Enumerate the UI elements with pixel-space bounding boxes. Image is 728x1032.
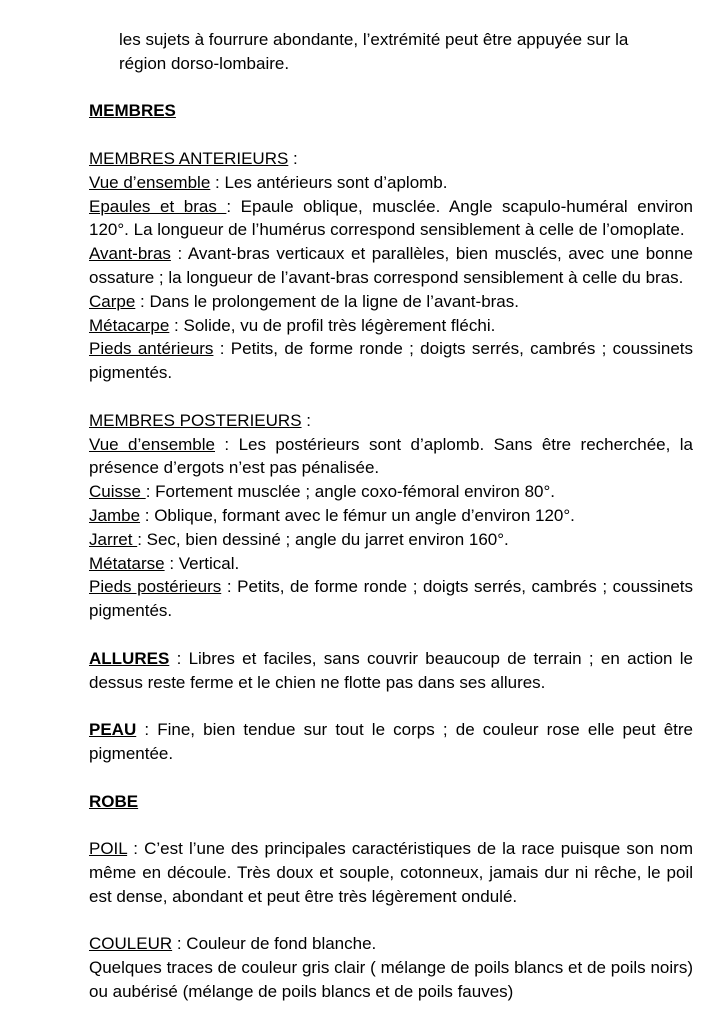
item-text: : Solide, vu de profil très légèrement fléchi. — [169, 315, 496, 335]
posterieurs-vue — [89, 433, 693, 481]
anterieurs-heading-text: MEMBRES ANTERIEURS — [89, 148, 289, 168]
item-text: : Epaule oblique, musclée. Angle scapulo-huméral environ 120°. La longueur de l’humérus correspond sensiblement à celle de l’omoplate. — [89, 196, 693, 240]
poil-text: : C’est l’une des principales caractéristiques de la race puisque son nom même en découle. Très doux et souple, cotonneux, jamais dur ni rêche, le poil est dense, abondant et peut être très légèrement ondulé. — [89, 839, 693, 906]
item-label: Cuisse — [89, 482, 146, 502]
item-text: : Fortement musclée ; angle coxo-fémoral environ 80°. — [145, 482, 556, 502]
anterieurs-vue — [89, 171, 693, 195]
item-text: : Sec, bien dessiné ; angle du jarret environ 160°. — [137, 529, 509, 549]
item-label: Avant-bras — [89, 244, 171, 264]
document-page — [89, 28, 693, 1004]
posterieurs-jambe — [89, 504, 693, 528]
posterieurs-metatarse — [89, 552, 693, 576]
couleur-label: COULEUR — [89, 934, 173, 954]
peau-label: PEAU — [89, 720, 137, 740]
item-label: Jarret — [89, 529, 138, 549]
item-label: Métacarpe — [89, 315, 170, 335]
item-text: : Avant-bras verticaux et parallèles, bien musclés, avec une bonne ossature ; la longueur de l’avant-bras correspond sensiblement à celle du bras. — [89, 244, 693, 287]
item-label: Jambe — [89, 505, 141, 525]
anterieurs-heading-suffix: : — [288, 148, 298, 168]
item-label: Carpe — [89, 291, 136, 311]
couleur-paragraph — [89, 932, 693, 956]
peau-paragraph — [89, 718, 693, 766]
allures-paragraph — [89, 647, 693, 695]
item-text: : Petits, de forme ronde ; doigts serrés, cambrés ; coussinets pigmentés. — [89, 339, 693, 383]
item-label: Pieds postérieurs — [89, 577, 222, 597]
peau-text: : Fine, bien tendue sur tout le corps ; de couleur rose elle peut être pigmentée. — [89, 720, 693, 763]
poil-label: POIL — [89, 839, 128, 859]
robe-heading — [89, 790, 693, 814]
anterieurs-epaules — [89, 195, 693, 243]
allures-text: : Libres et faciles, sans couvrir beaucoup de terrain ; en action le dessus reste ferme et le chien ne flotte pas dans ses allures. — [89, 648, 693, 692]
item-label: Métatarse — [89, 553, 165, 573]
intro-line-2: région dorso-lombaire. — [119, 53, 290, 73]
robe-heading-text: ROBE — [89, 791, 139, 811]
anterieurs-metacarpe — [89, 314, 693, 338]
membres-heading — [89, 99, 693, 123]
item-text: : Petits, de forme ronde ; doigts serrés, cambrés ; coussinets pigmentés. — [89, 577, 694, 621]
membres-heading-text: MEMBRES — [89, 101, 176, 121]
allures-label: ALLURES — [89, 648, 170, 668]
item-text: : Dans le prolongement de la ligne de l’avant-bras. — [135, 291, 519, 311]
anterieurs-heading — [89, 147, 693, 171]
posterieurs-heading-suffix: : — [301, 410, 311, 430]
item-text: : Oblique, formant avec le fémur un angle d’environ 120°. — [140, 505, 575, 525]
posterieurs-cuisse — [89, 480, 693, 504]
anterieurs-carpe — [89, 290, 693, 314]
item-text: : Vertical. — [164, 553, 240, 573]
item-text: : Les antérieurs sont d’aplomb. — [210, 172, 448, 192]
item-label: Vue d’ensemble — [89, 172, 211, 192]
posterieurs-heading — [89, 409, 693, 433]
poil-paragraph — [89, 837, 693, 908]
item-label: Vue d’ensemble — [89, 434, 215, 454]
item-label: Pieds antérieurs — [89, 339, 214, 359]
anterieurs-pieds — [89, 337, 693, 385]
anterieurs-avant-bras — [89, 242, 693, 290]
posterieurs-jarret — [89, 528, 693, 552]
intro-line-1: les sujets à fourrure abondante, l’extrémité peut être appuyée sur la — [119, 30, 629, 49]
couleur-paragraph-2: Quelques traces de couleur gris clair ( mélange de poils blancs et de poils noirs) ou aubérisé (mélange de poils blancs et de poils fauves) — [89, 958, 693, 1001]
intro-paragraph — [89, 28, 693, 76]
item-text: : Les postérieurs sont d’aplomb. Sans être recherchée, la présence d’ergots n’est pas pénalisée. — [89, 434, 693, 478]
couleur-text: : Couleur de fond blanche. — [172, 934, 377, 954]
posterieurs-pieds — [89, 575, 693, 623]
posterieurs-heading-text: MEMBRES POSTERIEURS — [89, 410, 302, 430]
item-label: Epaules et bras — [89, 196, 227, 216]
